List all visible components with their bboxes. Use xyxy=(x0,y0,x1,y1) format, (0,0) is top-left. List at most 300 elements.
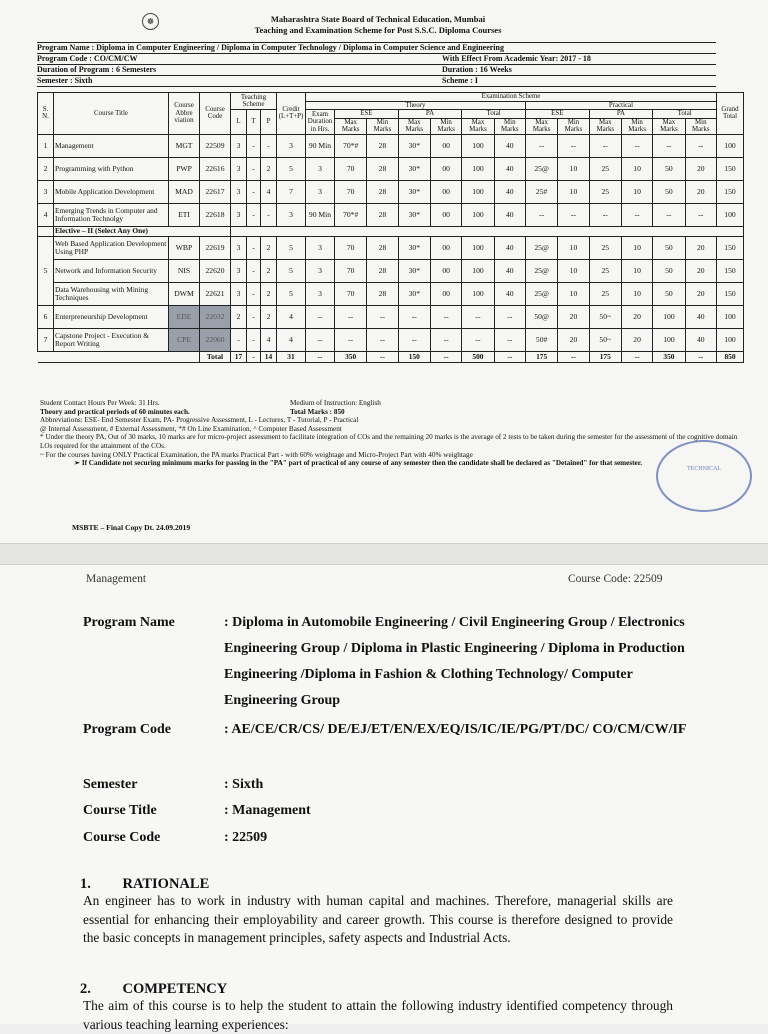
cell-total-grand: 850 xyxy=(717,351,744,362)
th-min: Min Marks xyxy=(494,118,525,134)
cell-grand: 150 xyxy=(717,259,744,282)
cell-pese-max: 50@ xyxy=(525,305,557,328)
cell-ese-min: 28 xyxy=(367,134,398,157)
duration: Duration : 16 Weeks xyxy=(442,65,512,74)
cell-ese-max: 70 xyxy=(335,259,367,282)
cell-pese-min: 10 xyxy=(558,157,589,180)
cell-t: - xyxy=(247,328,261,351)
cell-t: - xyxy=(247,305,261,328)
table-row xyxy=(38,305,744,328)
table-row xyxy=(38,180,744,203)
th-max: Max Marks xyxy=(525,118,557,134)
cell-total-p: 14 xyxy=(261,351,277,362)
cell-pa-max: 30* xyxy=(398,134,430,157)
cell-ptot-min: 40 xyxy=(685,305,716,328)
cell-ptot-min: 20 xyxy=(685,259,716,282)
cell-total-pa-max: 150 xyxy=(398,351,430,362)
cell-pese-max: 25@ xyxy=(525,236,557,259)
cell-ppa-min: 10 xyxy=(621,180,652,203)
cell-code: 22060 xyxy=(200,328,231,351)
th-sn: S. N. xyxy=(38,93,54,135)
cell-abbr: WBP xyxy=(169,236,200,259)
th-teaching: Teaching Scheme xyxy=(231,93,277,110)
cell-abbr: CPE xyxy=(169,328,200,351)
th-max: Max Marks xyxy=(462,118,494,134)
cell-dur: -- xyxy=(306,305,335,328)
cell-ese-max: 70 xyxy=(335,236,367,259)
cell-ptot-min: -- xyxy=(685,203,716,226)
th-prac-pa: PA xyxy=(589,110,653,119)
cell-p: 2 xyxy=(261,282,277,305)
cell-abbr: PWP xyxy=(169,157,200,180)
cell-abbr: ETI xyxy=(169,203,200,226)
elective-blank xyxy=(231,226,744,236)
cell-tot-min: 40 xyxy=(494,282,525,305)
note-practical: ~ For the courses having ONLY Practical Examination, the PA marks Practical Part - with 60% weightage and Micro-Project Part with 40% weightage xyxy=(40,450,473,459)
cell-tot-min: 40 xyxy=(494,180,525,203)
cell-abbr: NIS xyxy=(169,259,200,282)
cell-grand: 100 xyxy=(717,305,744,328)
program-meta xyxy=(37,42,716,87)
running-title: Management xyxy=(86,573,147,585)
elective-header-row xyxy=(38,226,744,236)
th-min: Min Marks xyxy=(367,118,398,134)
cell-pese-min: 20 xyxy=(558,305,589,328)
th-p: P xyxy=(261,110,277,135)
cell-l: 3 xyxy=(231,180,247,203)
cell-tot-max: 100 xyxy=(462,203,494,226)
cell-p: 2 xyxy=(261,157,277,180)
th-grand-total: Grand Total xyxy=(717,93,744,135)
cell-total-dur: -- xyxy=(306,351,335,362)
cell-ptot-max: -- xyxy=(653,203,685,226)
cell-code: 22620 xyxy=(200,259,231,282)
cell-pa-min: 00 xyxy=(430,180,461,203)
program-code: Program Code : CO/CM/CW xyxy=(37,54,138,63)
elective-label: Elective – II (Select Any One) xyxy=(54,226,231,236)
cell-tot-max: 100 xyxy=(462,157,494,180)
cell-abbr: MAD xyxy=(169,180,200,203)
cell-pa-max: 30* xyxy=(398,259,430,282)
cell-ppa-max: 25 xyxy=(589,180,621,203)
cell-ese-max: -- xyxy=(335,328,367,351)
cell-tot-min: 40 xyxy=(494,134,525,157)
cell-dur: 90 Min xyxy=(306,134,335,157)
cell-ptot-min: 20 xyxy=(685,282,716,305)
cell-pa-min: 00 xyxy=(430,236,461,259)
section-number: 2. xyxy=(80,981,91,997)
label-program-name: Program Name xyxy=(83,615,175,630)
cell-dur: 3 xyxy=(306,259,335,282)
cell-ppa-max: 50~ xyxy=(589,328,621,351)
value-semester: : Sixth xyxy=(224,777,264,792)
cell-ppa-min: 10 xyxy=(621,236,652,259)
value-program-name: : Diploma in Automobile Engineering / Civil Engineering Group / Electronics Engineering Group / Diploma in Plastic Engineering / Diploma in Production Engineering /Diploma in Fashion & Clothing Technology/ Computer Engineering Group xyxy=(224,615,685,708)
total-row xyxy=(38,351,744,362)
cell-sn: 1 xyxy=(38,134,54,157)
cell-pese-max: 25# xyxy=(525,180,557,203)
cell-l: 3 xyxy=(231,134,247,157)
cell-ptot-max: 50 xyxy=(653,259,685,282)
cell-ptot-max: 100 xyxy=(653,328,685,351)
cell-code: 22616 xyxy=(200,157,231,180)
cell-t: - xyxy=(247,203,261,226)
cell-p: - xyxy=(261,134,277,157)
cell-cr: 5 xyxy=(277,157,306,180)
table-row xyxy=(38,282,744,305)
cell-pa-min: -- xyxy=(430,328,461,351)
cell-grand: 150 xyxy=(717,157,744,180)
cell-ptot-max: 50 xyxy=(653,180,685,203)
cell-ese-min: 28 xyxy=(367,259,398,282)
cell-pese-max: 25@ xyxy=(525,157,557,180)
cell-course-title: Programming with Python xyxy=(54,157,169,180)
cell-ptot-max: 100 xyxy=(653,305,685,328)
cell-l: 3 xyxy=(231,282,247,305)
cell-tot-max: -- xyxy=(462,328,494,351)
msbte-logo-icon: ☸ xyxy=(142,13,159,30)
cell-pa-max: 30* xyxy=(398,157,430,180)
cell-pa-max: 30* xyxy=(398,180,430,203)
cell-cr: 5 xyxy=(277,259,306,282)
cell-ptot-min: -- xyxy=(685,134,716,157)
cell-ppa-min: -- xyxy=(621,134,652,157)
table-row xyxy=(38,134,744,157)
cell-p: 2 xyxy=(261,236,277,259)
th-credit: Credit (L+T+P) xyxy=(277,93,306,135)
cell-course-title: Capstone Project - Execution & Report Writing xyxy=(54,328,169,351)
th-exam-scheme: Examination Scheme xyxy=(306,93,717,102)
cell-sn: 5 xyxy=(38,236,54,305)
th-t: T xyxy=(247,110,261,135)
cell-t: - xyxy=(247,236,261,259)
cell-pa-max: 30* xyxy=(398,282,430,305)
th-prac-ese: ESE xyxy=(525,110,589,119)
cell-ptot-max: -- xyxy=(653,134,685,157)
scheme-table xyxy=(37,92,744,363)
cell-pa-min: 00 xyxy=(430,203,461,226)
cell-ptot-min: 20 xyxy=(685,236,716,259)
cell-total-ptot-min: -- xyxy=(685,351,716,362)
abbreviations: Abbreviations: ESE- End Semester Exam, PA- Progressive Assessment, L - Lectures, T - Tutorial, P - Practical xyxy=(40,416,359,425)
cell-course-title: Web Based Application Development Using PHP xyxy=(54,236,169,259)
table-row xyxy=(38,157,744,180)
cell-total-pese-min: -- xyxy=(558,351,589,362)
effect-from: With Effect From Academic Year: 2017 - 18 xyxy=(442,54,591,63)
cell-ppa-min: 10 xyxy=(621,157,652,180)
cell-ese-min: -- xyxy=(367,328,398,351)
table-row xyxy=(38,236,744,259)
cell-total-t: - xyxy=(247,351,261,362)
cell-dur: 3 xyxy=(306,180,335,203)
cell-pese-min: -- xyxy=(558,203,589,226)
th-max: Max Marks xyxy=(589,118,621,134)
official-seal-icon: TECHNICAL xyxy=(656,440,752,512)
th-min: Min Marks xyxy=(621,118,652,134)
cell-tot-max: -- xyxy=(462,305,494,328)
cell-ptot-min: 40 xyxy=(685,328,716,351)
running-course-code: Course Code: 22509 xyxy=(568,573,663,585)
value-program-code: : AE/CE/CR/CS/ DE/EJ/ET/EN/EX/EQ/IS/IC/IE/PG/PT/DC/ CO/CM/CW/IF xyxy=(224,722,687,737)
cell-total-label: Total xyxy=(200,351,231,362)
medium: Medium of Instruction: English xyxy=(290,399,381,407)
cell-dur: 3 xyxy=(306,157,335,180)
th-max: Max Marks xyxy=(335,118,367,134)
th-exam-duration: Exam Duration in Hrs. xyxy=(306,110,335,135)
section-title: COMPETENCY xyxy=(122,981,228,997)
cell-cr: 4 xyxy=(277,305,306,328)
cell-ppa-min: 20 xyxy=(621,328,652,351)
footer: MSBTE – Final Copy Dt. 24.09.2019 xyxy=(72,523,191,532)
th-code: Course Code xyxy=(200,93,231,135)
section-rationale-heading xyxy=(80,876,209,893)
cell-cr: 7 xyxy=(277,180,306,203)
cell-total-l: 17 xyxy=(231,351,247,362)
syllabus-page xyxy=(0,565,768,1032)
cell-l: 3 xyxy=(231,236,247,259)
cell-tot-min: -- xyxy=(494,328,525,351)
cell-sn: 3 xyxy=(38,180,54,203)
cell-ppa-min: 20 xyxy=(621,305,652,328)
board-name: Maharashtra State Board of Technical Education, Mumbai xyxy=(270,14,486,24)
cell-pa-max: 30* xyxy=(398,236,430,259)
th-theory: Theory xyxy=(306,101,526,110)
cell-abbr: MGT xyxy=(169,134,200,157)
program-duration: Duration of Program : 6 Semesters xyxy=(37,65,157,74)
cell-code: 22619 xyxy=(200,236,231,259)
scheme-notes xyxy=(40,399,746,468)
cell-l: 3 xyxy=(231,259,247,282)
cell-ppa-max: 25 xyxy=(589,259,621,282)
cell-ppa-min: 10 xyxy=(621,282,652,305)
cell-t: - xyxy=(247,282,261,305)
cell-pa-max: -- xyxy=(398,328,430,351)
cell-pese-max: 50# xyxy=(525,328,557,351)
th-practical: Practical xyxy=(525,101,716,110)
cell-ese-max: 70 xyxy=(335,180,367,203)
cell-code: 22509 xyxy=(200,134,231,157)
cell-l: 3 xyxy=(231,157,247,180)
cell-total-ese-min: -- xyxy=(367,351,398,362)
cell-sn: 7 xyxy=(38,328,54,351)
cell-ese-min: 28 xyxy=(367,203,398,226)
legend: @ Internal Assessment, # External Assessment, *# On Line Examination, ^ Computer Based Assessment xyxy=(40,424,342,433)
cell-tot-max: 100 xyxy=(462,282,494,305)
cell-sn xyxy=(38,226,54,236)
cell-pese-min: -- xyxy=(558,134,589,157)
cell-tot-max: 100 xyxy=(462,134,494,157)
cell-tot-max: 100 xyxy=(462,236,494,259)
note-detained: ➢ If Candidate not securing minimum marks for passing in the "PA" part of practical of any course of any semester then the candidate shall be declared as "Detained" for that semester. xyxy=(74,459,643,468)
cell-grand: 150 xyxy=(717,180,744,203)
cell-tot-max: 100 xyxy=(462,180,494,203)
th-theory-pa: PA xyxy=(398,110,462,119)
cell-total-ptot-max: 350 xyxy=(653,351,685,362)
periods: Theory and practical periods of 60 minutes each. xyxy=(40,407,190,416)
cell-ppa-max: -- xyxy=(589,134,621,157)
cell-pa-min: 00 xyxy=(430,282,461,305)
label-course-code: Course Code xyxy=(83,830,161,845)
cell-cr: 3 xyxy=(277,134,306,157)
cell-ese-max: 70*# xyxy=(335,134,367,157)
cell-ese-min: 28 xyxy=(367,282,398,305)
cell-p: 4 xyxy=(261,328,277,351)
section-competency-text: The aim of this course is to help the student to attain the following industry identified competency through various teaching learning experiences: xyxy=(83,998,673,1032)
cell-t: - xyxy=(247,134,261,157)
table-row xyxy=(38,203,744,226)
section-number: 1. xyxy=(80,876,91,892)
note-pa: * Under the theory PA, Out of 30 marks, 10 marks are for micro-project assessment to facilitate integration of COs and the remaining 20 marks is the average of 2 tests to be taken during the semester for the assessment of the cognitive domain LOs required for the attainment of the COs. xyxy=(40,433,738,450)
label-course-title: Course Title xyxy=(83,803,157,818)
cell-total-ppa-max: 175 xyxy=(589,351,621,362)
cell-abbr: EDE xyxy=(169,305,200,328)
cell-ptot-max: 50 xyxy=(653,282,685,305)
section-competency-heading xyxy=(80,981,227,998)
cell-cr: 5 xyxy=(277,282,306,305)
cell-ese-min: 28 xyxy=(367,236,398,259)
cell-ptot-max: 50 xyxy=(653,236,685,259)
cell-ese-max: 70 xyxy=(335,282,367,305)
cell-course-title: Network and Information Security xyxy=(54,259,169,282)
cell-course-title: Data Warehousing with Mining Techniques xyxy=(54,282,169,305)
cell-ese-min: 28 xyxy=(367,157,398,180)
cell-course-title: Emerging Trends in Computer and Information Technolgy xyxy=(54,203,169,226)
th-theory-total: Total xyxy=(462,110,526,119)
cell-p: 2 xyxy=(261,305,277,328)
scheme: Scheme : I xyxy=(442,76,478,85)
cell-code: 22032 xyxy=(200,305,231,328)
th-max: Max Marks xyxy=(653,118,685,134)
cell-ppa-min: -- xyxy=(621,203,652,226)
th-prac-total: Total xyxy=(653,110,717,119)
th-min: Min Marks xyxy=(430,118,461,134)
cell-course-title: Mobile Application Development xyxy=(54,180,169,203)
cell-total-ese-max: 350 xyxy=(335,351,367,362)
cell-ese-max: -- xyxy=(335,305,367,328)
cell-p: 4 xyxy=(261,180,277,203)
cell-total-tot-min: -- xyxy=(494,351,525,362)
value-course-title: : Management xyxy=(224,803,311,818)
cell-ese-min: 28 xyxy=(367,180,398,203)
cell-course-title: Enterpreneurship Development xyxy=(54,305,169,328)
cell-cr: 5 xyxy=(277,236,306,259)
total-blank xyxy=(38,351,200,362)
program-name: Program Name : Diploma in Computer Engineering / Diploma in Computer Technology / Diploma in Computer Science and Engineering xyxy=(37,43,504,52)
cell-total-cr: 31 xyxy=(277,351,306,362)
cell-pese-max: 25@ xyxy=(525,259,557,282)
label-program-code: Program Code xyxy=(83,722,171,737)
cell-pese-max: -- xyxy=(525,134,557,157)
th-abbr: Course Abbre viation xyxy=(169,93,200,135)
cell-tot-min: 40 xyxy=(494,203,525,226)
cell-t: - xyxy=(247,157,261,180)
scheme-header xyxy=(40,14,716,36)
cell-cr: 3 xyxy=(277,203,306,226)
cell-ptot-min: 20 xyxy=(685,180,716,203)
cell-total-pa-min: -- xyxy=(430,351,461,362)
cell-pese-min: 10 xyxy=(558,180,589,203)
cell-code: 22621 xyxy=(200,282,231,305)
cell-grand: 100 xyxy=(717,203,744,226)
cell-pa-min: 00 xyxy=(430,157,461,180)
cell-code: 22618 xyxy=(200,203,231,226)
cell-sn: 6 xyxy=(38,305,54,328)
page-gap xyxy=(0,543,768,565)
cell-p: - xyxy=(261,203,277,226)
cell-abbr: DWM xyxy=(169,282,200,305)
cell-grand: 100 xyxy=(717,134,744,157)
cell-t: - xyxy=(247,259,261,282)
cell-pese-min: 20 xyxy=(558,328,589,351)
cell-cr: 4 xyxy=(277,328,306,351)
cell-pese-max: 25@ xyxy=(525,282,557,305)
cell-t: - xyxy=(247,180,261,203)
cell-tot-min: 40 xyxy=(494,157,525,180)
cell-ppa-max: -- xyxy=(589,203,621,226)
cell-dur: 3 xyxy=(306,236,335,259)
cell-pese-min: 10 xyxy=(558,236,589,259)
th-min: Min Marks xyxy=(685,118,716,134)
cell-course-title: Management xyxy=(54,134,169,157)
th-title: Course Title xyxy=(54,93,169,135)
cell-l: - xyxy=(231,328,247,351)
cell-tot-max: 100 xyxy=(462,259,494,282)
cell-grand: 150 xyxy=(717,282,744,305)
cell-pa-min: -- xyxy=(430,305,461,328)
cell-total-pese-max: 175 xyxy=(525,351,557,362)
th-max: Max Marks xyxy=(398,118,430,134)
cell-ppa-max: 25 xyxy=(589,236,621,259)
cell-grand: 100 xyxy=(717,328,744,351)
cell-pa-min: 00 xyxy=(430,259,461,282)
cell-pa-max: 30* xyxy=(398,203,430,226)
cell-ese-max: 70*# xyxy=(335,203,367,226)
cell-l: 2 xyxy=(231,305,247,328)
section-rationale-text: An engineer has to work in industry with human capital and machines. Therefore, managerial skills are essential for enhancing their employability and career growth. This course is therefore designed to provide the basic concepts in management principles, safety aspects and Industrial Acts. xyxy=(83,893,673,945)
table-row xyxy=(38,328,744,351)
cell-ptot-max: 50 xyxy=(653,157,685,180)
section-title: RATIONALE xyxy=(122,876,210,892)
cell-ppa-max: 25 xyxy=(589,282,621,305)
cell-ptot-min: 20 xyxy=(685,157,716,180)
cell-dur: 90 Min xyxy=(306,203,335,226)
cell-code: 22617 xyxy=(200,180,231,203)
scheme-body xyxy=(38,134,744,362)
cell-l: 3 xyxy=(231,203,247,226)
value-course-code: : 22509 xyxy=(224,830,268,845)
cell-sn: 4 xyxy=(38,203,54,226)
cell-ppa-max: 25 xyxy=(589,157,621,180)
th-min: Min Marks xyxy=(558,118,589,134)
cell-ppa-max: 50~ xyxy=(589,305,621,328)
total-marks: Total Marks : 850 xyxy=(290,407,345,416)
cell-dur: 3 xyxy=(306,282,335,305)
cell-total-tot-max: 500 xyxy=(462,351,494,362)
cell-tot-min: 40 xyxy=(494,259,525,282)
cell-pese-min: 10 xyxy=(558,282,589,305)
cell-total-ppa-min: -- xyxy=(621,351,652,362)
cell-p: 2 xyxy=(261,259,277,282)
cell-sn: 2 xyxy=(38,157,54,180)
th-l: L xyxy=(231,110,247,135)
cell-ese-max: 70 xyxy=(335,157,367,180)
cell-pese-min: 10 xyxy=(558,259,589,282)
th-theory-ese: ESE xyxy=(335,110,399,119)
cell-pa-min: 00 xyxy=(430,134,461,157)
cell-ppa-min: 10 xyxy=(621,259,652,282)
cell-tot-min: 40 xyxy=(494,236,525,259)
cell-pese-max: -- xyxy=(525,203,557,226)
